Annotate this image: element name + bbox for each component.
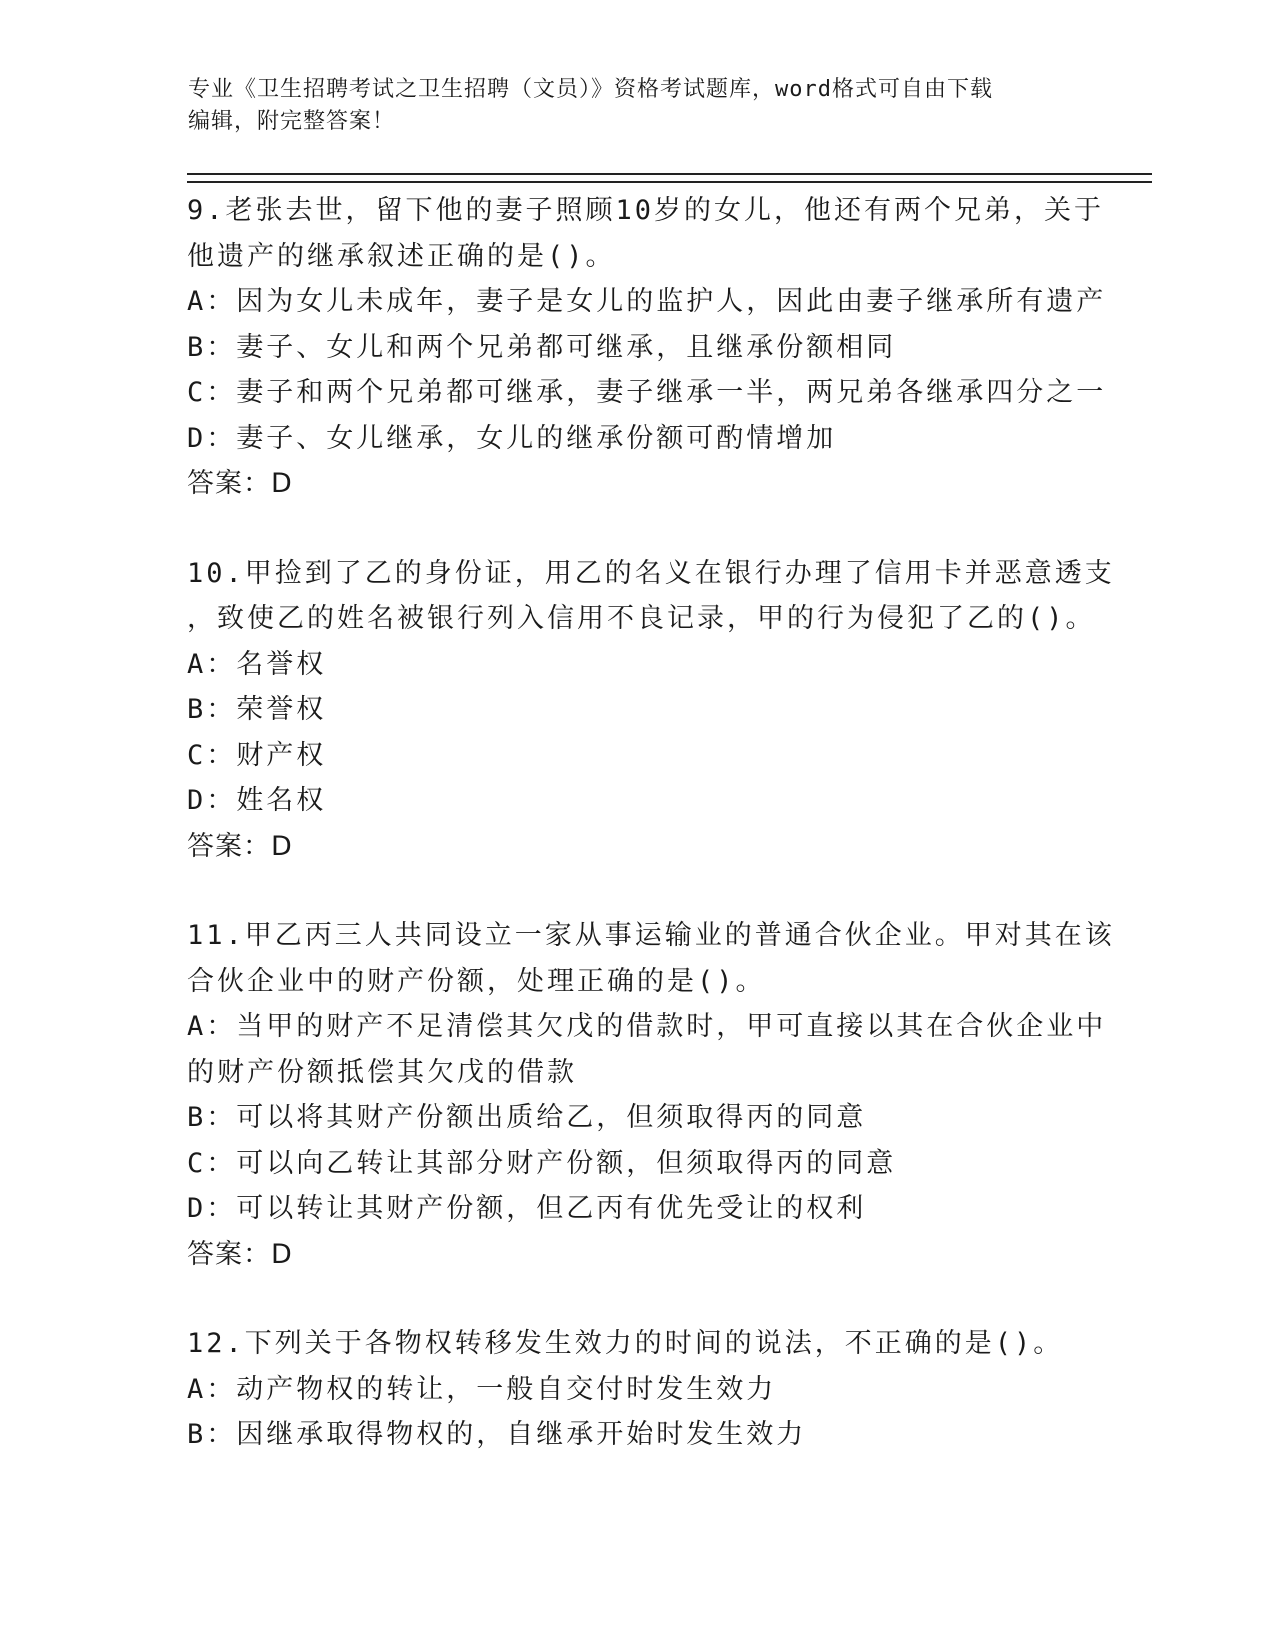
option-d: D：姓名权 [187, 785, 327, 816]
question-text: 11.甲乙丙三人共同设立一家从事运输业的普通合伙企业。甲对其在该 [187, 920, 1115, 951]
header-rule-top [187, 173, 1152, 175]
question-11 [187, 913, 1115, 1277]
question-9 [187, 188, 1107, 507]
question-text: 12.下列关于各物权转移发生效力的时间的说法，不正确的是()。 [187, 1328, 1064, 1359]
header-rule-bottom [187, 181, 1152, 183]
header-line-2: 编辑，附完整答案！ [188, 109, 396, 134]
option-c: C：财产权 [187, 739, 327, 771]
option-b: B：妻子、女儿和两个兄弟都可继承，且继承份额相同 [187, 331, 897, 363]
question-12 [187, 1321, 1087, 1458]
option-a: A：名誉权 [187, 648, 327, 680]
option-c: C：妻子和两个兄弟都可继承，妻子继承一半，两兄弟各继承四分之一 [187, 377, 1107, 408]
question-10 [187, 551, 1115, 870]
option-d: D：可以转让其财产份额，但乙丙有优先受让的权利 [187, 1193, 867, 1224]
answer-label: 答案：D [187, 830, 293, 862]
question-text: ，致使乙的姓名被银行列入信用不良记录，甲的行为侵犯了乙的()。 [187, 603, 1096, 634]
answer-label: 答案：D [187, 468, 293, 499]
question-list [187, 188, 1115, 1502]
option-a: A：因为女儿未成年，妻子是女儿的监护人，因此由妻子继承所有遗产 [187, 286, 1107, 317]
question-text: 合伙企业中的财产份额，处理正确的是()。 [187, 965, 766, 997]
option-b: B：荣誉权 [187, 694, 327, 725]
option-d: D：妻子、女儿继承，女儿的继承份额可酌情增加 [187, 422, 837, 454]
option-b: B：可以将其财产份额出质给乙，但须取得丙的同意 [187, 1102, 867, 1133]
question-text: 10.甲捡到了乙的身份证，用乙的名义在银行办理了信用卡并恶意透支 [187, 557, 1115, 589]
option-a: A：当甲的财产不足清偿其欠戊的借款时，甲可直接以其在合伙企业中 [187, 1011, 1107, 1042]
header-line-1: 专业《卫生招聘考试之卫生招聘（文员）》资格考试题库，word格式可自由下载 [188, 77, 993, 102]
option-a-continued: 的财产份额抵偿其欠戊的借款 [187, 1056, 577, 1088]
document-header [188, 74, 1088, 138]
question-text: 9.老张去世，留下他的妻子照顾10岁的女儿，他还有两个兄弟，关于 [187, 195, 1105, 226]
option-b: B：因继承取得物权的，自继承开始时发生效力 [187, 1419, 807, 1450]
option-c: C：可以向乙转让其部分财产份额，但须取得丙的同意 [187, 1147, 897, 1179]
option-a: A：动产物权的转让，一般自交付时发生效力 [187, 1373, 777, 1405]
question-text: 他遗产的继承叙述正确的是()。 [187, 240, 616, 272]
answer-label: 答案：D [187, 1238, 293, 1270]
